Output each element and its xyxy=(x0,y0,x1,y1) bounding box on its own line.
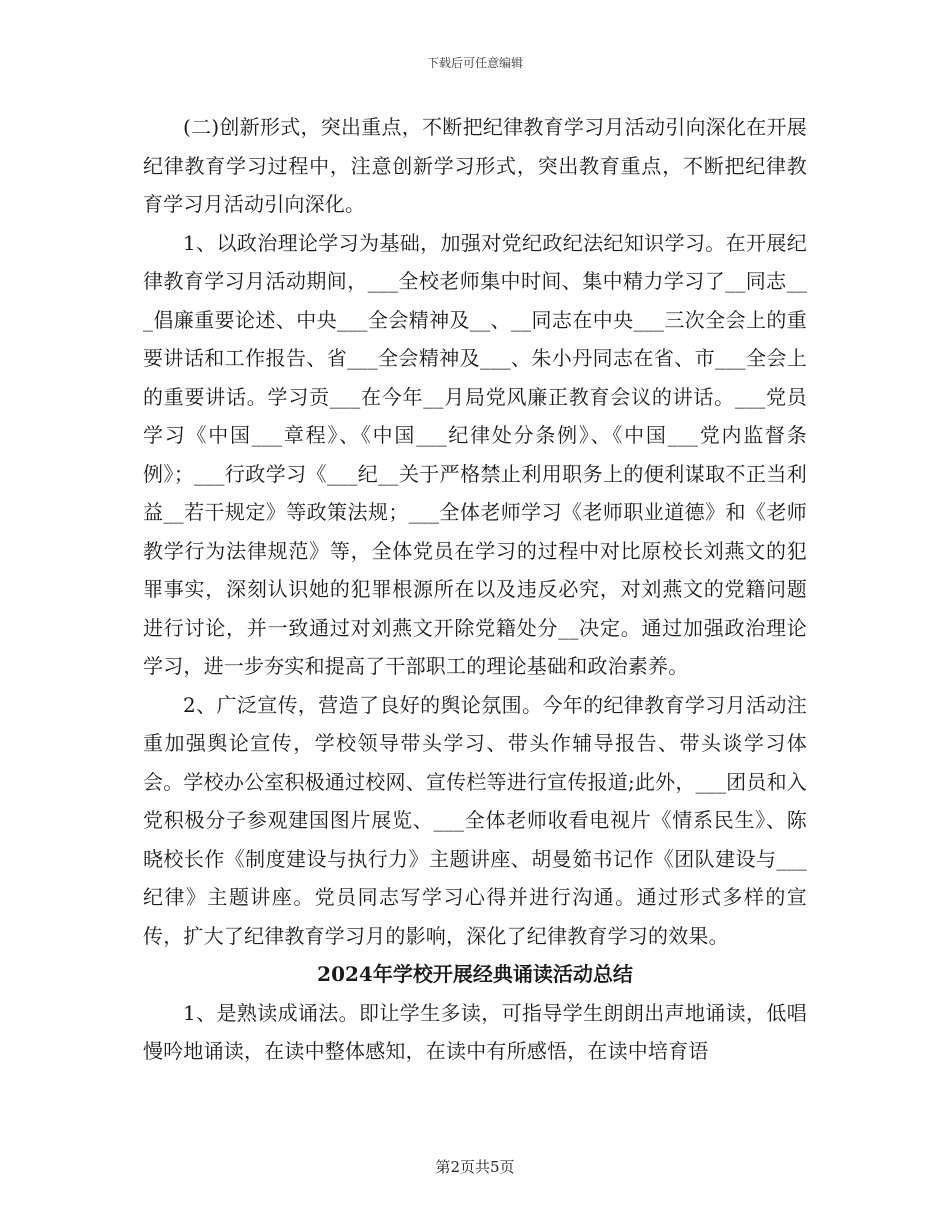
page-number: 第2页共5页 xyxy=(435,1158,515,1176)
document-body xyxy=(143,108,807,1071)
paragraph: 2、广泛宣传，营造了良好的舆论氛围。今年的纪律教育学习月活动注重加强舆论宣传，学校领导带头学习、带头作辅导报告、带头谈学习体会。学校办公室积极通过校网、宣传栏等进行宣传报道;此外，___团员和入党积极分子参观建国图片展览、___全体老师收看电视片《情系民生》、陈晓校长作《制度建设与执行力》主题讲座、胡曼筎书记作《团队建设与___纪律》主题讲座。党员同志写学习心得并进行沟通。通过形式多样的宣传，扩大了纪律教育学习月的影响，深化了纪律教育学习的效果。 xyxy=(143,692,807,948)
section-title: 2024年学校开展经典诵读活动总结 xyxy=(317,962,633,986)
paragraph: (二)创新形式，突出重点，不断把纪律教育学习月活动引向深化在开展纪律教育学习过程中，注意创新学习形式，突出教育重点，不断把纪律教育学习月活动引向深化。 xyxy=(143,115,807,216)
paragraph: 1、是熟读成诵法。即让学生多读，可指导学生朗朗出声地诵读，低唱慢吟地诵读，在读中整体感知，在读中有所感悟，在读中培育语 xyxy=(143,1000,807,1063)
paragraph: 1、以政治理论学习为基础，加强对党纪政纪法纪知识学习。在开展纪律教育学习月活动期间，___全校老师集中时间、集中精力学习了__同志___倡廉重要论述、中央___全会精神及__、__同志在中央___三次全会上的重要讲话和工作报告、省___全会精神及___、朱小丹同志在省、市___全会上的重要讲话。学习贡___在今年__月局党风廉正教育会议的讲话。___党员学习《中国___章程》、《中国___纪律处分条例》、《中国___党内监督条例》；___行政学习《___纪__关于严格禁止利用职务上的便利谋取不正当利益__若干规定》等政策法规；___全体老师学习《老师职业道德》和《老师教学行为法律规范》等，全体党员在学习的过程中对比原校长刘燕文的犯罪事实，深刻认识她的犯罪根源所在以及违反必究，对刘燕文的党籍问题进行讨论，并一致通过对刘燕文开除党籍处分__决定。通过加强政治理论学习，进一步夯实和提高了干部职工的理论基础和政治素养。 xyxy=(143,230,807,678)
header-note: 下载后可任意编辑 xyxy=(426,56,523,70)
